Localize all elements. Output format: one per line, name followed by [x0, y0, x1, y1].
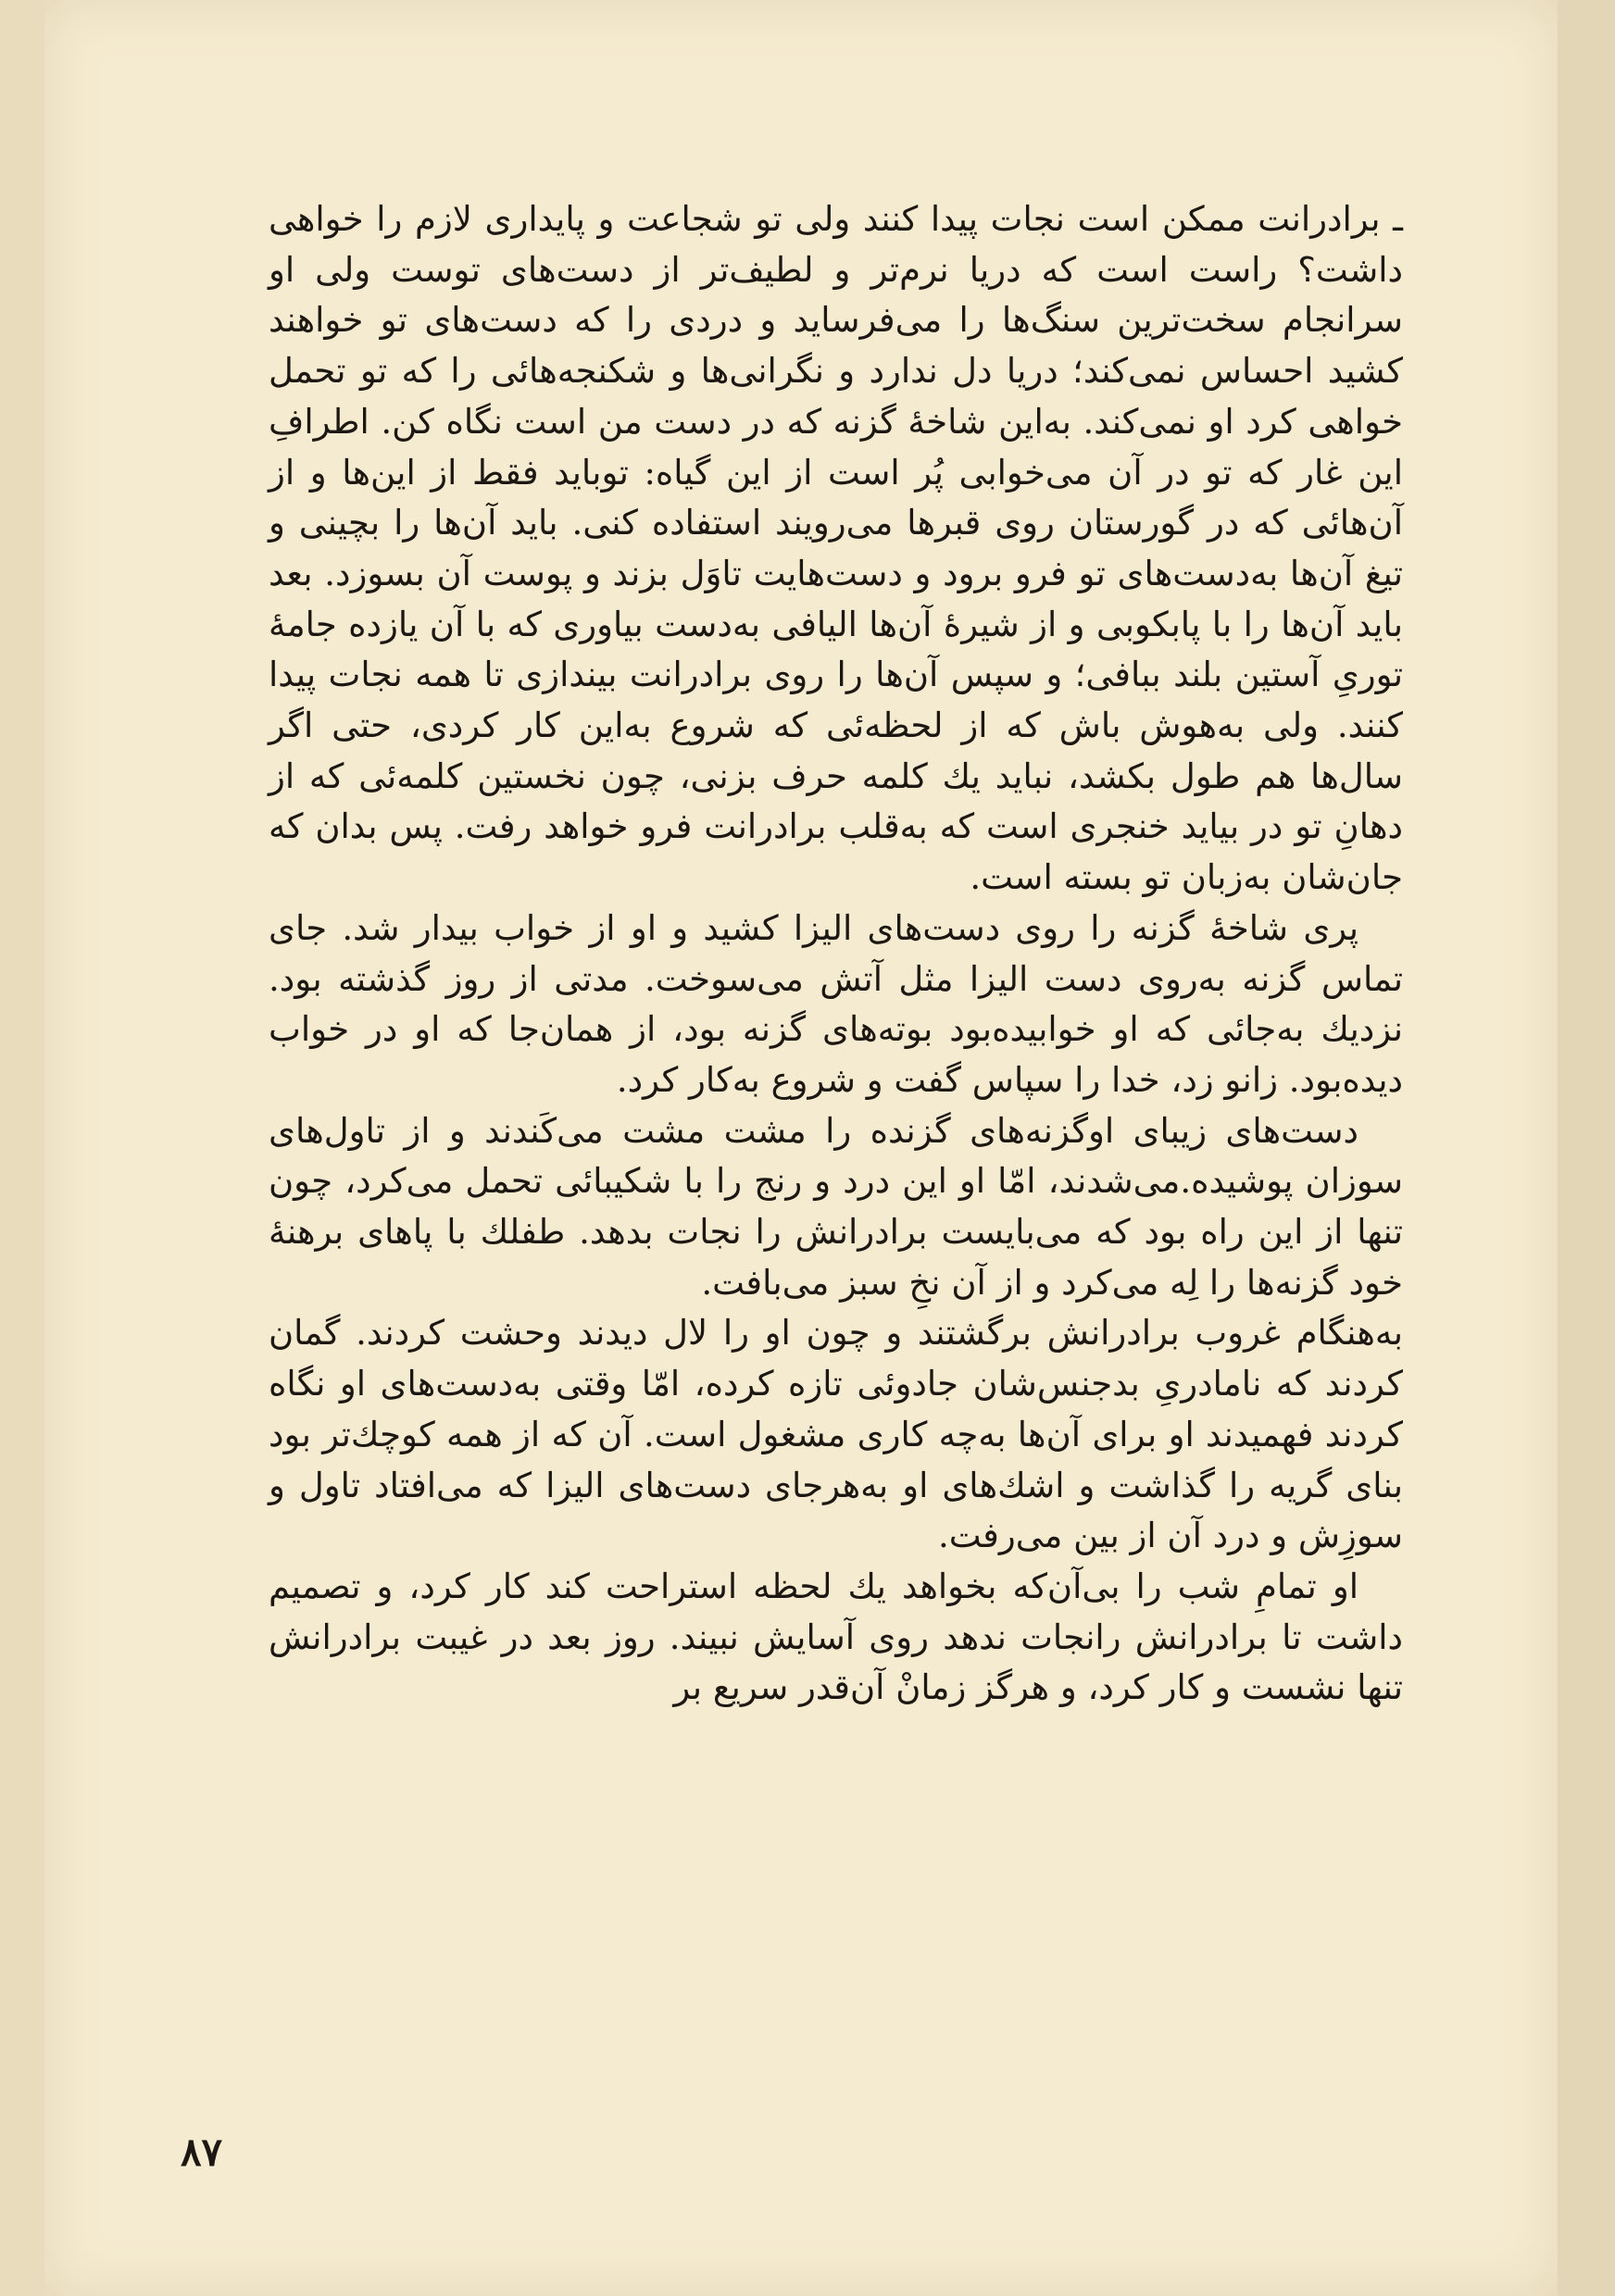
page-number: ۸۷ — [181, 2129, 223, 2175]
body-text — [269, 194, 1403, 1714]
paragraph: پری شاخهٔ گزنه را روی دست‌های الیزا کشید و او از خواب بیدار شد. جای تماس گزنه به‌روی دست الیزا مثل آتش می‌سوخت. مدتی از روز گذشته بود. نزدیك به‌جائی که او خوابیده‌بود بوته‌های گزنه بود، از همان‌جا که او در خواب دیده‌بود. زانو زد، خدا را سپاس گفت و شروع به‌کار کرد. — [269, 907, 1403, 1100]
paragraph: به‌هنگام غروب برادرانش برگشتند و چون او را لال دیدند وحشت کردند. گمان کردند که نامادریِ بدجنس‌شان جادوئی تازه کرده، امّا وقتی به‌دست‌های او نگاه کردند فهمیدند او برای آن‌ها به‌چه کاری مشغول است. آن که از همه کوچك‌تر بود بنای گریه را گذاشت و اشك‌های او به‌هرجای دست‌های الیزا که می‌افتاد تاول و سوزِش و درد آن از بین می‌رفت. — [269, 1313, 1403, 1556]
paragraph-dialogue: ـ برادرانت ممکن است نجات پیدا کنند ولی تو شجاعت و پایداری لازم را خواهی داشت؟ راست است که دریا نرم‌تر و لطیف‌تر از دست‌های توست ولی او سرانجام سخت‌ترین سنگ‌ها را می‌فرساید و دردی را که دست‌های تو خواهند کشید احساس نمی‌کند؛ دریا دل ندارد و نگرانی‌ها و شکنجه‌هائی را که تو تحمل خواهی کرد او نمی‌کند. به‌این شاخهٔ گزنه که در دست من است نگاه کن. اطرافِ این غار که تو در آن می‌خوابی پُر است از این گیاه: توباید فقط از این‌ها و از آن‌هائی که در گورستان روی قبرها می‌رویند استفاده کنی. باید آن‌ها را بچینی و تیغ آن‌ها به‌دست‌های تو فرو برود و دست‌هایت تاوَل بزند و پوست آن بسوزد. بعد باید آن‌ها را با پابکوبی و از شیرهٔ آن‌ها الیافی به‌دست بیاوری که با آن یازده جامهٔ توریِ آستین بلند ببافی؛ و سپس آن‌ها را روی برادرانت بیندازی تا همه نجات پیدا کنند. ولی به‌هوش باش که از لحظه‌ئی که شروع به‌این کار کردی، حتی اگر سال‌ها هم طول بکشد، نباید یك کلمه حرف بزنی، چون نخستین کلمه‌ئی که از دهانِ تو در بیاید خنجری است که به‌قلب برادرانت فرو خواهد رفت. پس بدان که جان‌شان به‌زبان تو بسته است. — [269, 199, 1403, 898]
paragraph: او تمامِ شب را بی‌آن‌که بخواهد یك لحظه استراحت کند کار کرد، و تصمیم داشت تا برادرانش رانجات ندهد روی آسایش نبیند. روز بعد در غیبت برادرانش تنها نشست و کار کرد، و هرگز زمانْ آن‌قدر سریع بر — [269, 1566, 1403, 1708]
page-left-margin — [0, 0, 44, 2296]
paragraph: دست‌های زیبای اوگزنه‌های گزنده را مشت مشت می‌کَندند و از تاول‌های سوزان پوشیده.می‌شدند، امّا او این درد و رنج را با شکیبائی تحمل می‌کرد، چون تنها از این راه بود که می‌بایست برادرانش را نجات بدهد. طفلك با پاهای برهنهٔ خود گزنه‌ها را لِه می‌کرد و از آن نخِ سبز می‌بافت. — [269, 1110, 1403, 1303]
page-right-margin — [1558, 0, 1615, 2296]
